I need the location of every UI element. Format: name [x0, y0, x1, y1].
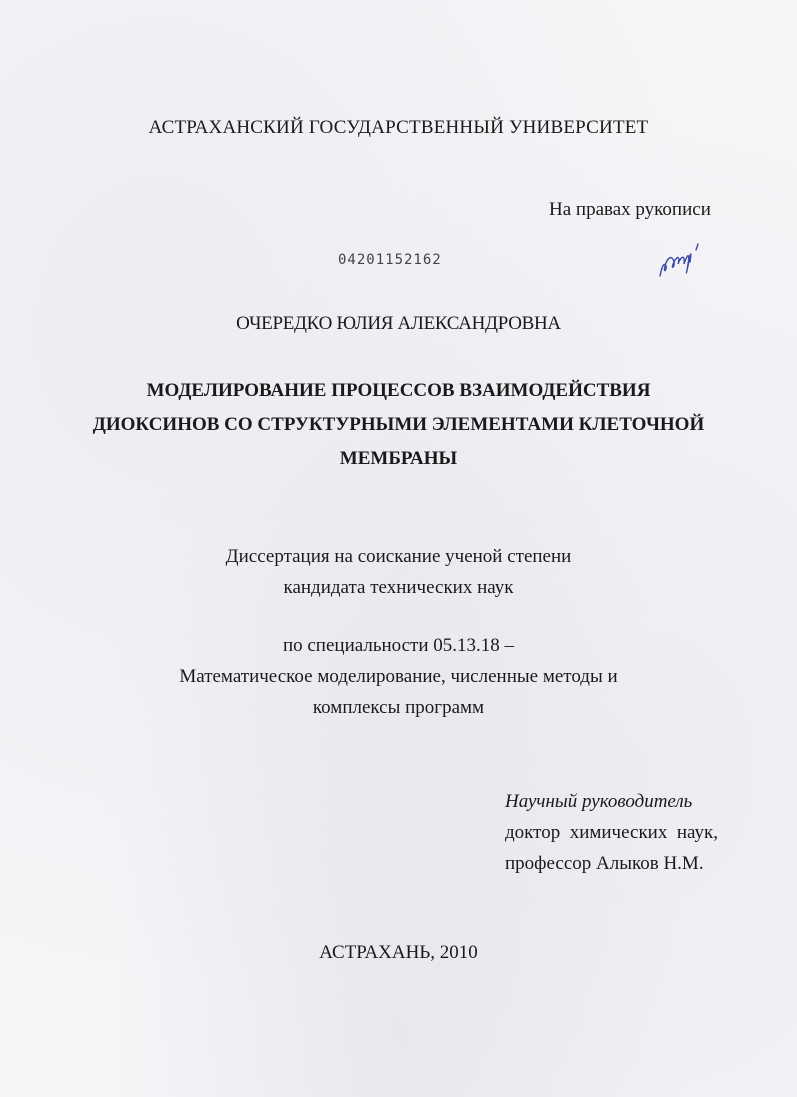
advisor-label: Научный руководитель	[505, 791, 693, 812]
advisor-name: профессор Алыков Н.М.	[505, 853, 704, 874]
degree-line-1: Диссертация на соискание ученой степени	[225, 546, 572, 567]
city-year: АСТРАХАНЬ, 2010	[319, 942, 478, 963]
signature-icon	[654, 236, 714, 280]
specialty-line-3: комплексы программ	[312, 697, 485, 718]
title-line-1: МОДЕЛИРОВАНИЕ ПРОЦЕССОВ ВЗАИМОДЕЙСТВИЯ	[146, 380, 651, 401]
title-line-2: ДИОКСИНОВ СО СТРУКТУРНЫМИ ЭЛЕМЕНТАМИ КЛЕТОЧНОЙ	[92, 414, 705, 435]
title-line-3: МЕМБРАНЫ	[339, 448, 458, 469]
advisor-degree: доктор химических наук,	[505, 822, 718, 843]
specialty-line-2: Математическое моделирование, численные методы и	[179, 666, 618, 687]
specialty-line-1: по специальности 05.13.18 –	[282, 635, 515, 656]
university-name: АСТРАХАНСКИЙ ГОСУДАРСТВЕННЫЙ УНИВЕРСИТЕТ	[148, 117, 649, 138]
degree-statement	[0, 541, 797, 603]
degree-line-2: кандидата технических наук	[283, 577, 514, 598]
rights-note: На правах рукописи	[549, 199, 711, 220]
author-name: ОЧЕРЕДКО ЮЛИЯ АЛЕКСАНДРОВНА	[236, 313, 561, 334]
specialty-statement	[0, 630, 797, 723]
advisor-block	[505, 786, 718, 879]
dissertation-title	[0, 374, 797, 476]
catalog-code: 04201152162	[338, 252, 442, 268]
